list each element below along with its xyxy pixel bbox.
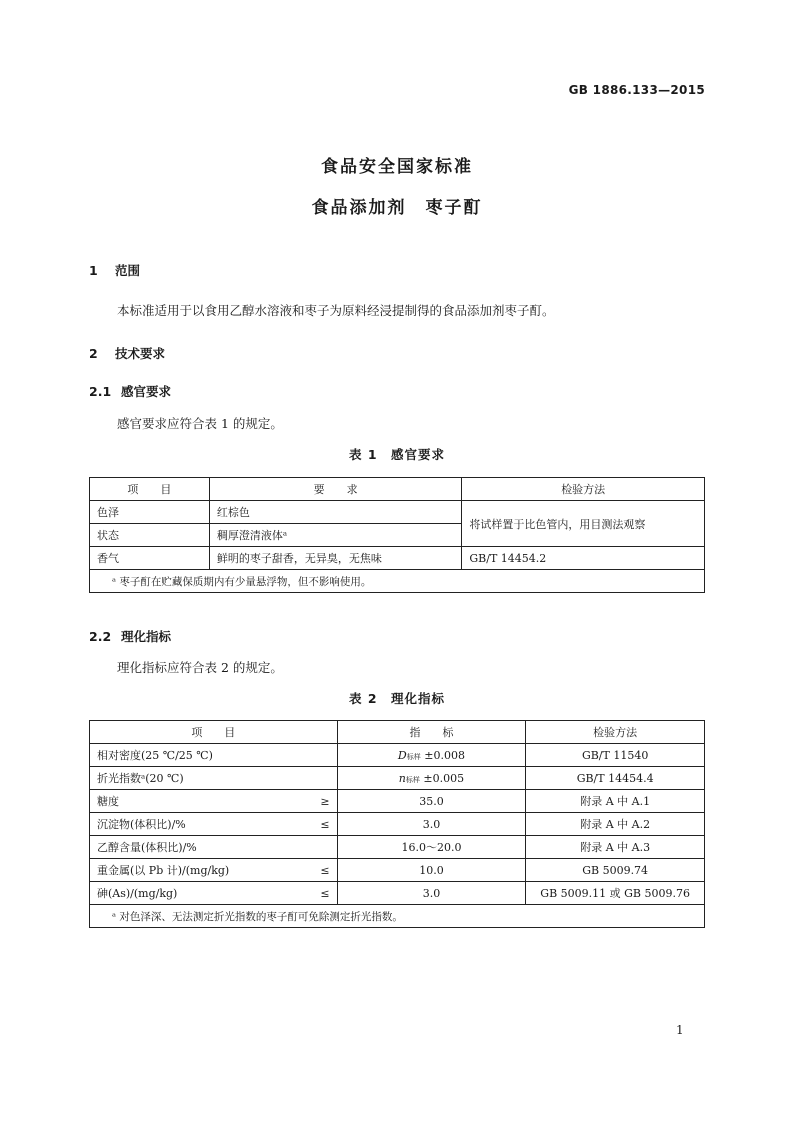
item-cell: 香气	[90, 547, 210, 570]
table-note: ᵃ 对色泽深、无法测定折光指数的枣子酊可免除测定折光指数。	[90, 905, 705, 928]
item-cell: 沉淀物(体积比)/%	[90, 813, 307, 836]
method-cell: 附录 A 中 A.2	[526, 813, 705, 836]
comparison-symbol: ≤	[306, 859, 337, 882]
document-title: 食品安全国家标准	[321, 157, 473, 177]
section-2-1-heading	[89, 382, 171, 400]
indicator-tolerance: ±0.008	[420, 748, 465, 762]
item-cell: 糖度	[90, 790, 307, 813]
table-row	[90, 859, 705, 882]
indicator-subscript: 标样	[405, 775, 420, 784]
table-row	[90, 767, 705, 790]
item-cell: 色泽	[90, 501, 210, 524]
table-2-caption: 表 2 理化指标	[348, 691, 446, 706]
header-cell: 项 目	[90, 721, 338, 744]
item-cell: 砷(As)/(mg/kg)	[90, 882, 307, 905]
indicator-cell	[337, 744, 526, 767]
item-cell: 相对密度(25 ℃/25 ℃)	[90, 744, 307, 767]
method-cell: GB 5009.74	[526, 859, 705, 882]
table-row	[90, 744, 705, 767]
section-number: 2.1	[89, 384, 112, 399]
item-cell: 折光指数ᵃ(20 ℃)	[90, 767, 307, 790]
section-number: 2	[89, 346, 98, 361]
table-note-row	[90, 905, 705, 928]
table-note: ᵃ 枣子酊在贮藏保质期内有少量悬浮物，但不影响使用。	[90, 570, 705, 593]
comparison-symbol	[306, 767, 337, 790]
document-subtitle: 食品添加剂 枣子酊	[311, 198, 483, 218]
item-cell: 状态	[90, 524, 210, 547]
requirement-cell: 稠厚澄清液体ᵃ	[209, 524, 462, 547]
table-note-row	[90, 570, 705, 593]
method-cell: 将试样置于比色管内，用目测法观察	[462, 501, 705, 547]
section-title: 感官要求	[121, 384, 172, 399]
indicator-value: D	[397, 748, 407, 762]
comparison-symbol: ≤	[306, 813, 337, 836]
indicator-subscript: 标样	[406, 752, 421, 761]
table-row	[90, 836, 705, 859]
method-cell: 附录 A 中 A.3	[526, 836, 705, 859]
indicator-cell: 3.0	[337, 882, 526, 905]
indicator-cell: 3.0	[337, 813, 526, 836]
table-row	[90, 547, 705, 570]
requirement-cell: 红棕色	[209, 501, 462, 524]
table-row	[90, 882, 705, 905]
table-1-sensory	[89, 477, 705, 593]
section-title: 技术要求	[115, 346, 166, 361]
indicator-cell: 35.0	[337, 790, 526, 813]
comparison-symbol: ≤	[306, 882, 337, 905]
comparison-symbol	[306, 836, 337, 859]
header-cell: 指 标	[337, 721, 526, 744]
section-2-2-heading	[89, 627, 171, 645]
item-cell: 重金属(以 Pb 计)/(mg/kg)	[90, 859, 307, 882]
section-number: 1	[89, 263, 98, 278]
header-cell: 要 求	[209, 478, 462, 501]
table-header-row	[90, 478, 705, 501]
section-1-heading	[89, 261, 140, 279]
table-row	[90, 790, 705, 813]
section-title: 理化指标	[121, 629, 172, 644]
table-header-row	[90, 721, 705, 744]
indicator-tolerance: ±0.005	[419, 771, 465, 785]
table-2-physicochemical	[89, 720, 705, 928]
method-cell: GB/T 14454.2	[462, 547, 705, 570]
method-cell: GB/T 14454.4	[526, 767, 705, 790]
section-2-2-text: 理化指标应符合表 2 的规定。	[117, 660, 283, 675]
requirement-cell: 鲜明的枣子甜香，无异臭，无焦味	[209, 547, 462, 570]
method-cell: GB/T 11540	[526, 744, 705, 767]
table-row	[90, 813, 705, 836]
comparison-symbol	[306, 744, 337, 767]
section-number: 2.2	[89, 629, 112, 644]
page-number: 1	[676, 1023, 684, 1037]
header-cell: 检验方法	[526, 721, 705, 744]
standard-number: GB 1886.133—2015	[568, 83, 705, 97]
item-cell: 乙醇含量(体积比)/%	[90, 836, 307, 859]
section-2-1-text: 感官要求应符合表 1 的规定。	[117, 416, 283, 431]
indicator-cell	[337, 767, 526, 790]
table-1-caption: 表 1 感官要求	[348, 447, 446, 462]
header-cell: 项 目	[90, 478, 210, 501]
header-cell: 检验方法	[462, 478, 705, 501]
section-1-text: 本标准适用于以食用乙醇水溶液和枣子为原料经浸提制得的食品添加剂枣子酊。	[117, 303, 555, 318]
indicator-cell: 16.0～20.0	[337, 836, 526, 859]
section-title: 范围	[115, 263, 141, 278]
section-2-heading	[89, 344, 165, 362]
indicator-cell: 10.0	[337, 859, 526, 882]
method-cell: 附录 A 中 A.1	[526, 790, 705, 813]
indicator-value: n	[398, 771, 406, 785]
method-cell: GB 5009.11 或 GB 5009.76	[526, 882, 705, 905]
table-row	[90, 501, 705, 524]
comparison-symbol: ≥	[306, 790, 337, 813]
